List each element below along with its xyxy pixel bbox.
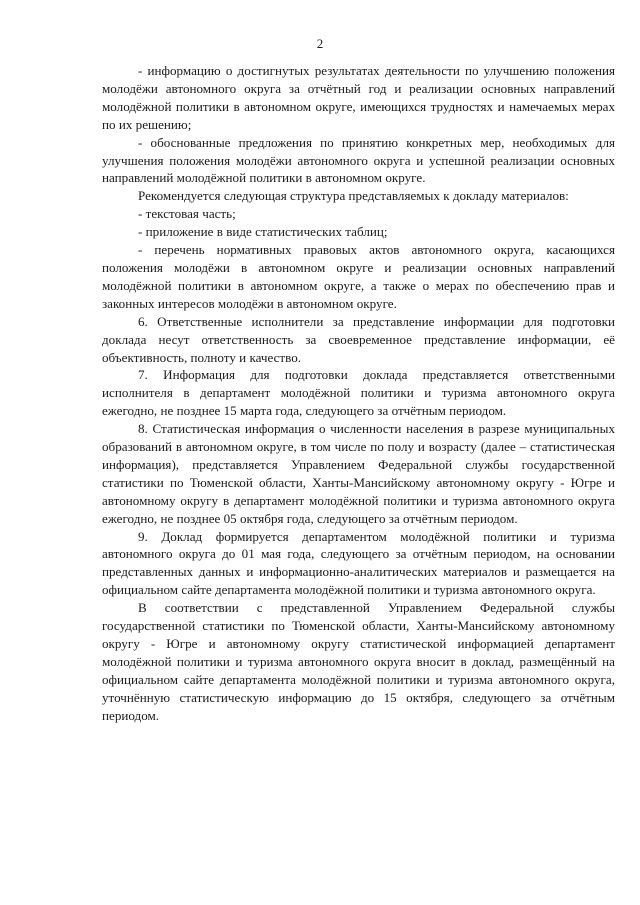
page-number: 2: [316, 36, 324, 51]
paragraph-structure-intro: Рекомендуется следующая структура представляемых к докладу материалов:: [138, 188, 569, 204]
list-item-statistical-tables: - приложение в виде статистических таблиц;: [138, 224, 388, 240]
paragraph-item-7: 7. Информация для подготовки доклада представляется ответственными исполнителя в департамент молодёжной политики и туризма автономного округа ежегодно, не позднее 15 марта года, следующего за отчётным периодом.: [102, 367, 615, 419]
paragraph-item-6: 6. Ответственные исполнители за представление информации для подготовки доклада несут ответственность за своевременное представление информации, её объективность, полноту и качество.: [102, 313, 615, 365]
paragraph-item-9: 9. Доклад формируется департаментом молодёжной политики и туризма автономного округа до 01 мая года, следующего за отчётным периодом, на основании представленных данных и информационно-аналитических материалов и размещается на официальном сайте департамента молодёжной политики и туризма автономного округа.: [102, 528, 615, 598]
document-body: [102, 62, 615, 725]
paragraph-statistics-update: В соответствии с представленной Управлением Федеральной службы государственной статистики по Тюменской области, Ханты-Мансийскому автономному округу - Югре и автономному округу статистической информацией департамент молодёжной политики и туризма автономного округа вносит в доклад, размещённый на официальном сайте департамента молодёжной политики и туризма автономного округа, уточнённую статистическую информацию до 15 октября, следующего за отчётным периодом.: [102, 600, 615, 723]
list-item-legal-acts: - перечень нормативных правовых актов автономного округа, касающихся положения молодёжи в автономном округе и реализации основных направлений молодёжной политики в автономном округе, а также о мерах по обеспечению прав и законных интересов молодёжи в автономном округе.: [102, 242, 615, 311]
paragraph-item-8: 8. Статистическая информация о численности населения в разрезе муниципальных образований в автономном округе, в том числе по полу и возрасту (далее – статистическая информация), представляется Управлением Федеральной службы государственной статистики по Тюменской области, Ханты-Мансийскому автономному округу - Югре и автономному округу в департамент молодёжной политики и туризма автономного округа ежегодно, не позднее 05 октября года, следующего за отчётным периодом.: [102, 421, 615, 526]
paragraph-achievements-info: - информацию о достигнутых результатах деятельности по улучшению положения молодёжи автономного округа за отчётный год и реализации основных направлений молодёжной политики в автономном округе, имеющихся трудностях и намечаемых мерах по их решению;: [102, 63, 615, 132]
paragraph-proposals: - обоснованные предложения по принятию конкретных мер, необходимых для улучшения положения молодёжи автономного округа и успешной реализации основных направлений молодёжной политики в автономном округе.: [102, 134, 615, 186]
list-item-text-part: - текстовая часть;: [138, 206, 236, 222]
